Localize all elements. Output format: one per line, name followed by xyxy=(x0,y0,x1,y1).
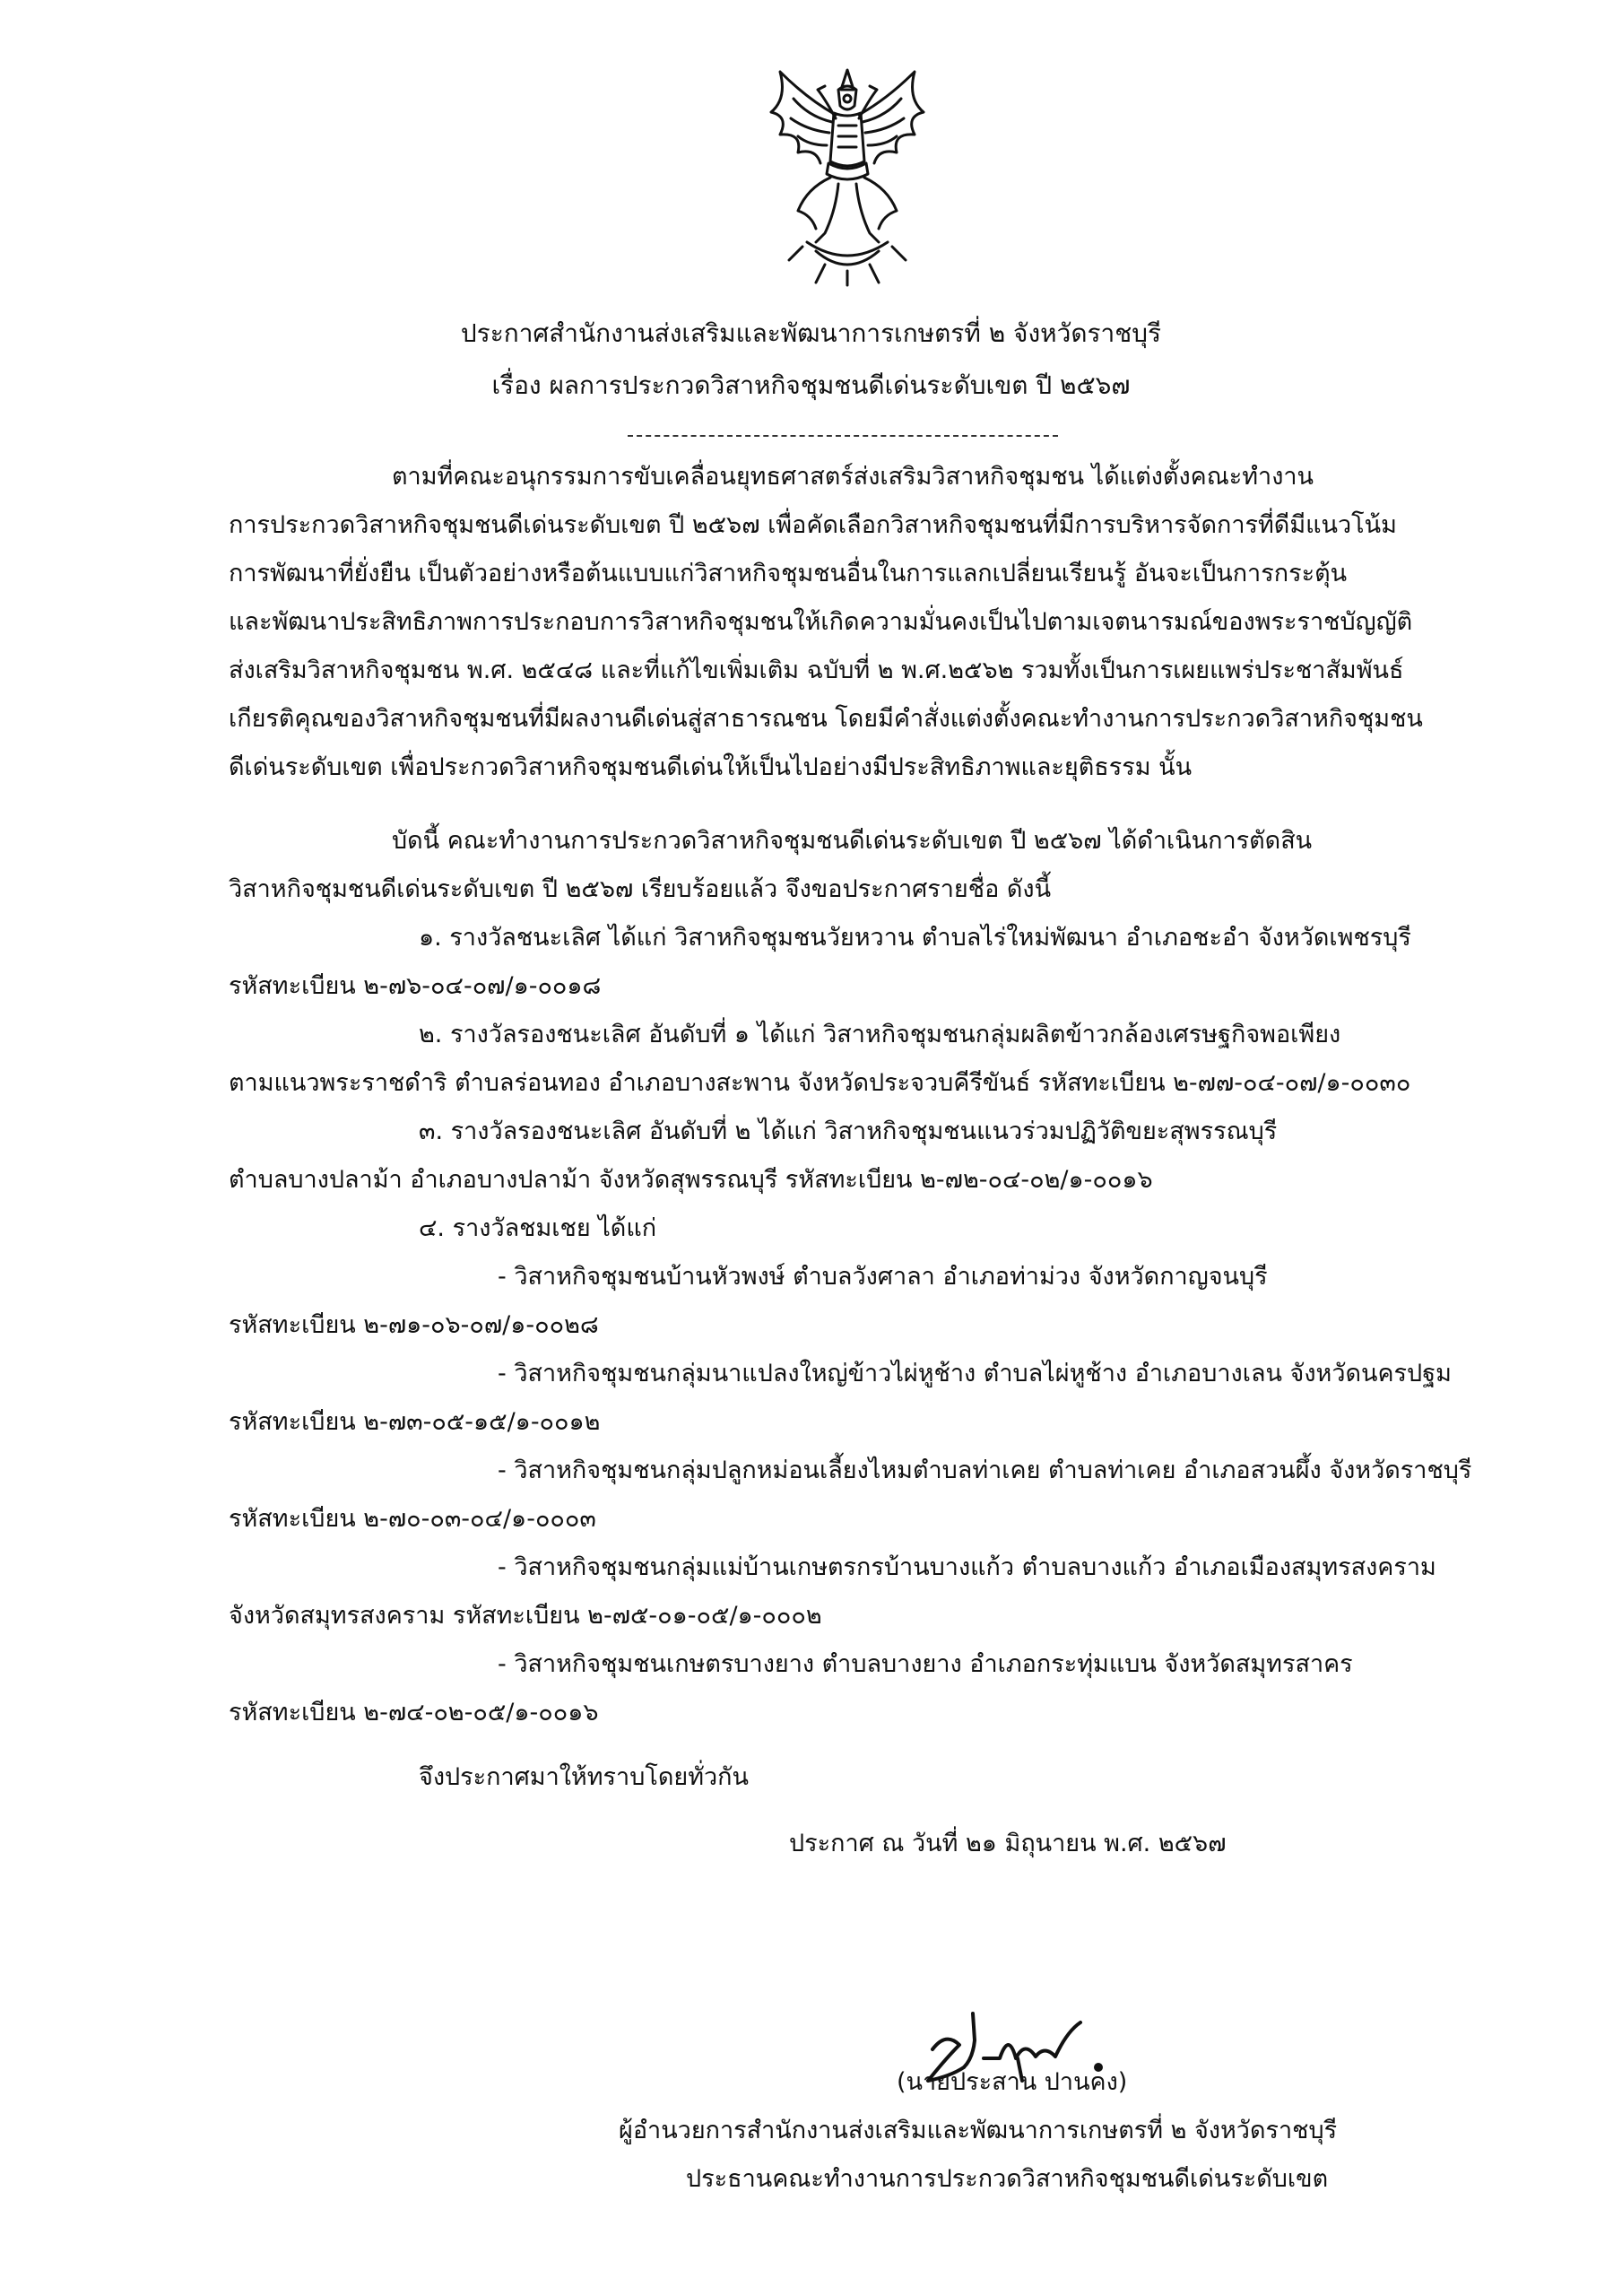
garuda-emblem-icon xyxy=(753,63,941,287)
honorable-mention: - วิสาหกิจชุมชนเกษตรบางยาง ตำบลบางยาง อำเภอกระทุ่มแบน จังหวัดสมุทรสาคร xyxy=(498,1650,1353,1678)
signer-position: ผู้อำนวยการสำนักงานส่งเสริมและพัฒนาการเกษตรที่ ๒ จังหวัดราชบุรี xyxy=(619,2117,1338,2144)
award-third-prize: ๓. รางวัลรองชนะเลิศ อันดับที่ ๒ ได้แก่ วิสาหกิจชุมชนแนวร่วมปฏิวัติขยะสุพรรณบุรี xyxy=(419,1118,1278,1145)
para1-line: ดีเด่นระดับเขต เพื่อประกวดวิสาหกิจชุมชนดีเด่นให้เป็นไปอย่างมีประสิทธิภาพและยุติธรรม นั้น xyxy=(229,753,1193,781)
para1-line: การประกวดวิสาหกิจชุมชนดีเด่นระดับเขต ปี ๒๕๖๗ เพื่อคัดเลือกวิสาหกิจชุมชนที่มีการบริหารจัดการที่ดีมีแนวโน้ม xyxy=(229,511,1397,539)
para2-line: วิสาหกิจชุมชนดีเด่นระดับเขต ปี ๒๕๖๗ เรียบร้อยแล้ว จึงขอประกาศรายชื่อ ดังนี้ xyxy=(229,875,1052,903)
honorable-mention: - วิสาหกิจชุมชนกลุ่มแม่บ้านเกษตรกรบ้านบางแก้ว ตำบลบางแก้ว อำเภอเมืองสมุทรสงคราม xyxy=(498,1553,1436,1581)
award-third-prize-detail: ตำบลบางปลาม้า อำเภอบางปลาม้า จังหวัดสุพรรณบุรี รหัสทะเบียน ๒-๗๒-๐๔-๐๒/๑-๐๐๑๖ xyxy=(229,1166,1153,1194)
para1-line: และพัฒนาประสิทธิภาพการประกอบการวิสาหกิจชุมชนให้เกิดความมั่นคงเป็นไปตามเจตนารมณ์ของพระราชบัญญัติ xyxy=(229,608,1413,636)
signer-name: (นายประสาน ปานคง) xyxy=(897,2068,1128,2096)
award-first-prize: ๑. รางวัลชนะเลิศ ได้แก่ วิสาหกิจชุมชนวัยหวาน ตำบลไร่ใหม่พัฒนา อำเภอชะอำ จังหวัดเพชรบุรี xyxy=(419,924,1411,952)
signer-committee-role: ประธานคณะทำงานการประกวดวิสาหกิจชุมชนดีเด่นระดับเขต xyxy=(686,2165,1329,2193)
heading-divider xyxy=(628,435,1058,437)
honorable-mention-registration: จังหวัดสมุทรสงคราม รหัสทะเบียน ๒-๗๕-๐๑-๐๕/๑-๐๐๐๒ xyxy=(229,1602,822,1630)
para1-line: ตามที่คณะอนุกรรมการขับเคลื่อนยุทธศาสตร์ส่งเสริมวิสาหกิจชุมชน ได้แต่งตั้งคณะทำงาน xyxy=(392,463,1314,491)
para1-line: ส่งเสริมวิสาหกิจชุมชน พ.ศ. ๒๕๔๘ และที่แก้ไขเพิ่มเติม ฉบับที่ ๒ พ.ศ.๒๕๖๒ รวมทั้งเป็นการเผยแพร่ประชาสัมพันธ์ xyxy=(229,657,1404,684)
closing-statement: จึงประกาศมาให้ทราบโดยทั่วกัน xyxy=(419,1763,749,1791)
para2-line: บัดนี้ คณะทำงานการประกวดวิสาหกิจชุมชนดีเด่นระดับเขต ปี ๒๕๖๗ ได้ดำเนินการตัดสิน xyxy=(392,827,1313,855)
para1-line: เกียรติคุณของวิสาหกิจชุมชนที่มีผลงานดีเด่นสู่สาธารณชน โดยมีคำสั่งแต่งตั้งคณะทำงานการประกวดวิสาหกิจชุมชน xyxy=(229,705,1423,733)
honorable-mention: - วิสาหกิจชุมชนกลุ่มปลูกหม่อนเลี้ยงไหมตำบลท่าเคย ตำบลท่าเคย อำเภอสวนผึ้ง จังหวัดราชบุรี xyxy=(498,1457,1472,1484)
honorable-mention-registration: รหัสทะเบียน ๒-๗๓-๐๕-๑๕/๑-๐๐๑๒ xyxy=(229,1408,601,1436)
award-first-prize-registration: รหัสทะเบียน ๒-๗๖-๐๔-๐๗/๑-๐๐๑๘ xyxy=(229,972,602,1000)
honorable-mention: - วิสาหกิจชุมชนกลุ่มนาแปลงใหญ่ข้าวไผ่หูช้าง ตำบลไผ่หูช้าง อำเภอบางเลน จังหวัดนครปฐม xyxy=(498,1360,1452,1387)
honorable-mention: - วิสาหกิจชุมชนบ้านหัวพงษ์ ตำบลวังศาลา อำเภอท่าม่วง จังหวัดกาญจนบุรี xyxy=(498,1263,1268,1291)
honorable-mention-registration: รหัสทะเบียน ๒-๗๔-๐๒-๐๕/๑-๐๐๑๖ xyxy=(229,1699,599,1726)
announcement-date: ประกาศ ณ วันที่ ๒๑ มิถุนายน พ.ศ. ๒๕๖๗ xyxy=(789,1830,1227,1857)
para1-line: การพัฒนาที่ยั่งยืน เป็นตัวอย่างหรือต้นแบบแก่วิสาหกิจชุมชนอื่นในการแลกเปลี่ยนเรียนรู้ อันจะเป็นการกระตุ้น xyxy=(229,560,1348,587)
award-second-prize-detail: ตามแนวพระราชดำริ ตำบลร่อนทอง อำเภอบางสะพาน จังหวัดประจวบคีรีขันธ์ รหัสทะเบียน ๒-๗๗-๐๔-๐๗/๑-๐๐๓๐ xyxy=(229,1069,1411,1097)
award-honorable-heading: ๔. รางวัลชมเชย ได้แก่ xyxy=(419,1214,657,1242)
honorable-mention-registration: รหัสทะเบียน ๒-๗๑-๐๖-๐๗/๑-๐๐๒๘ xyxy=(229,1311,599,1339)
honorable-mention-registration: รหัสทะเบียน ๒-๗๐-๐๓-๐๔/๑-๐๐๐๓ xyxy=(229,1505,596,1533)
announcement-subject: เรื่อง ผลการประกวดวิสาหกิจชุมชนดีเด่นระดับเขต ปี ๒๕๖๗ xyxy=(491,370,1131,400)
award-second-prize: ๒. รางวัลรองชนะเลิศ อันดับที่ ๑ ได้แก่ วิสาหกิจชุมชนกลุ่มผลิตข้าวกล้องเศรษฐกิจพอเพียง xyxy=(419,1021,1341,1048)
announcement-title: ประกาศสำนักงานส่งเสริมและพัฒนาการเกษตรที่ ๒ จังหวัดราชบุรี xyxy=(460,318,1162,348)
